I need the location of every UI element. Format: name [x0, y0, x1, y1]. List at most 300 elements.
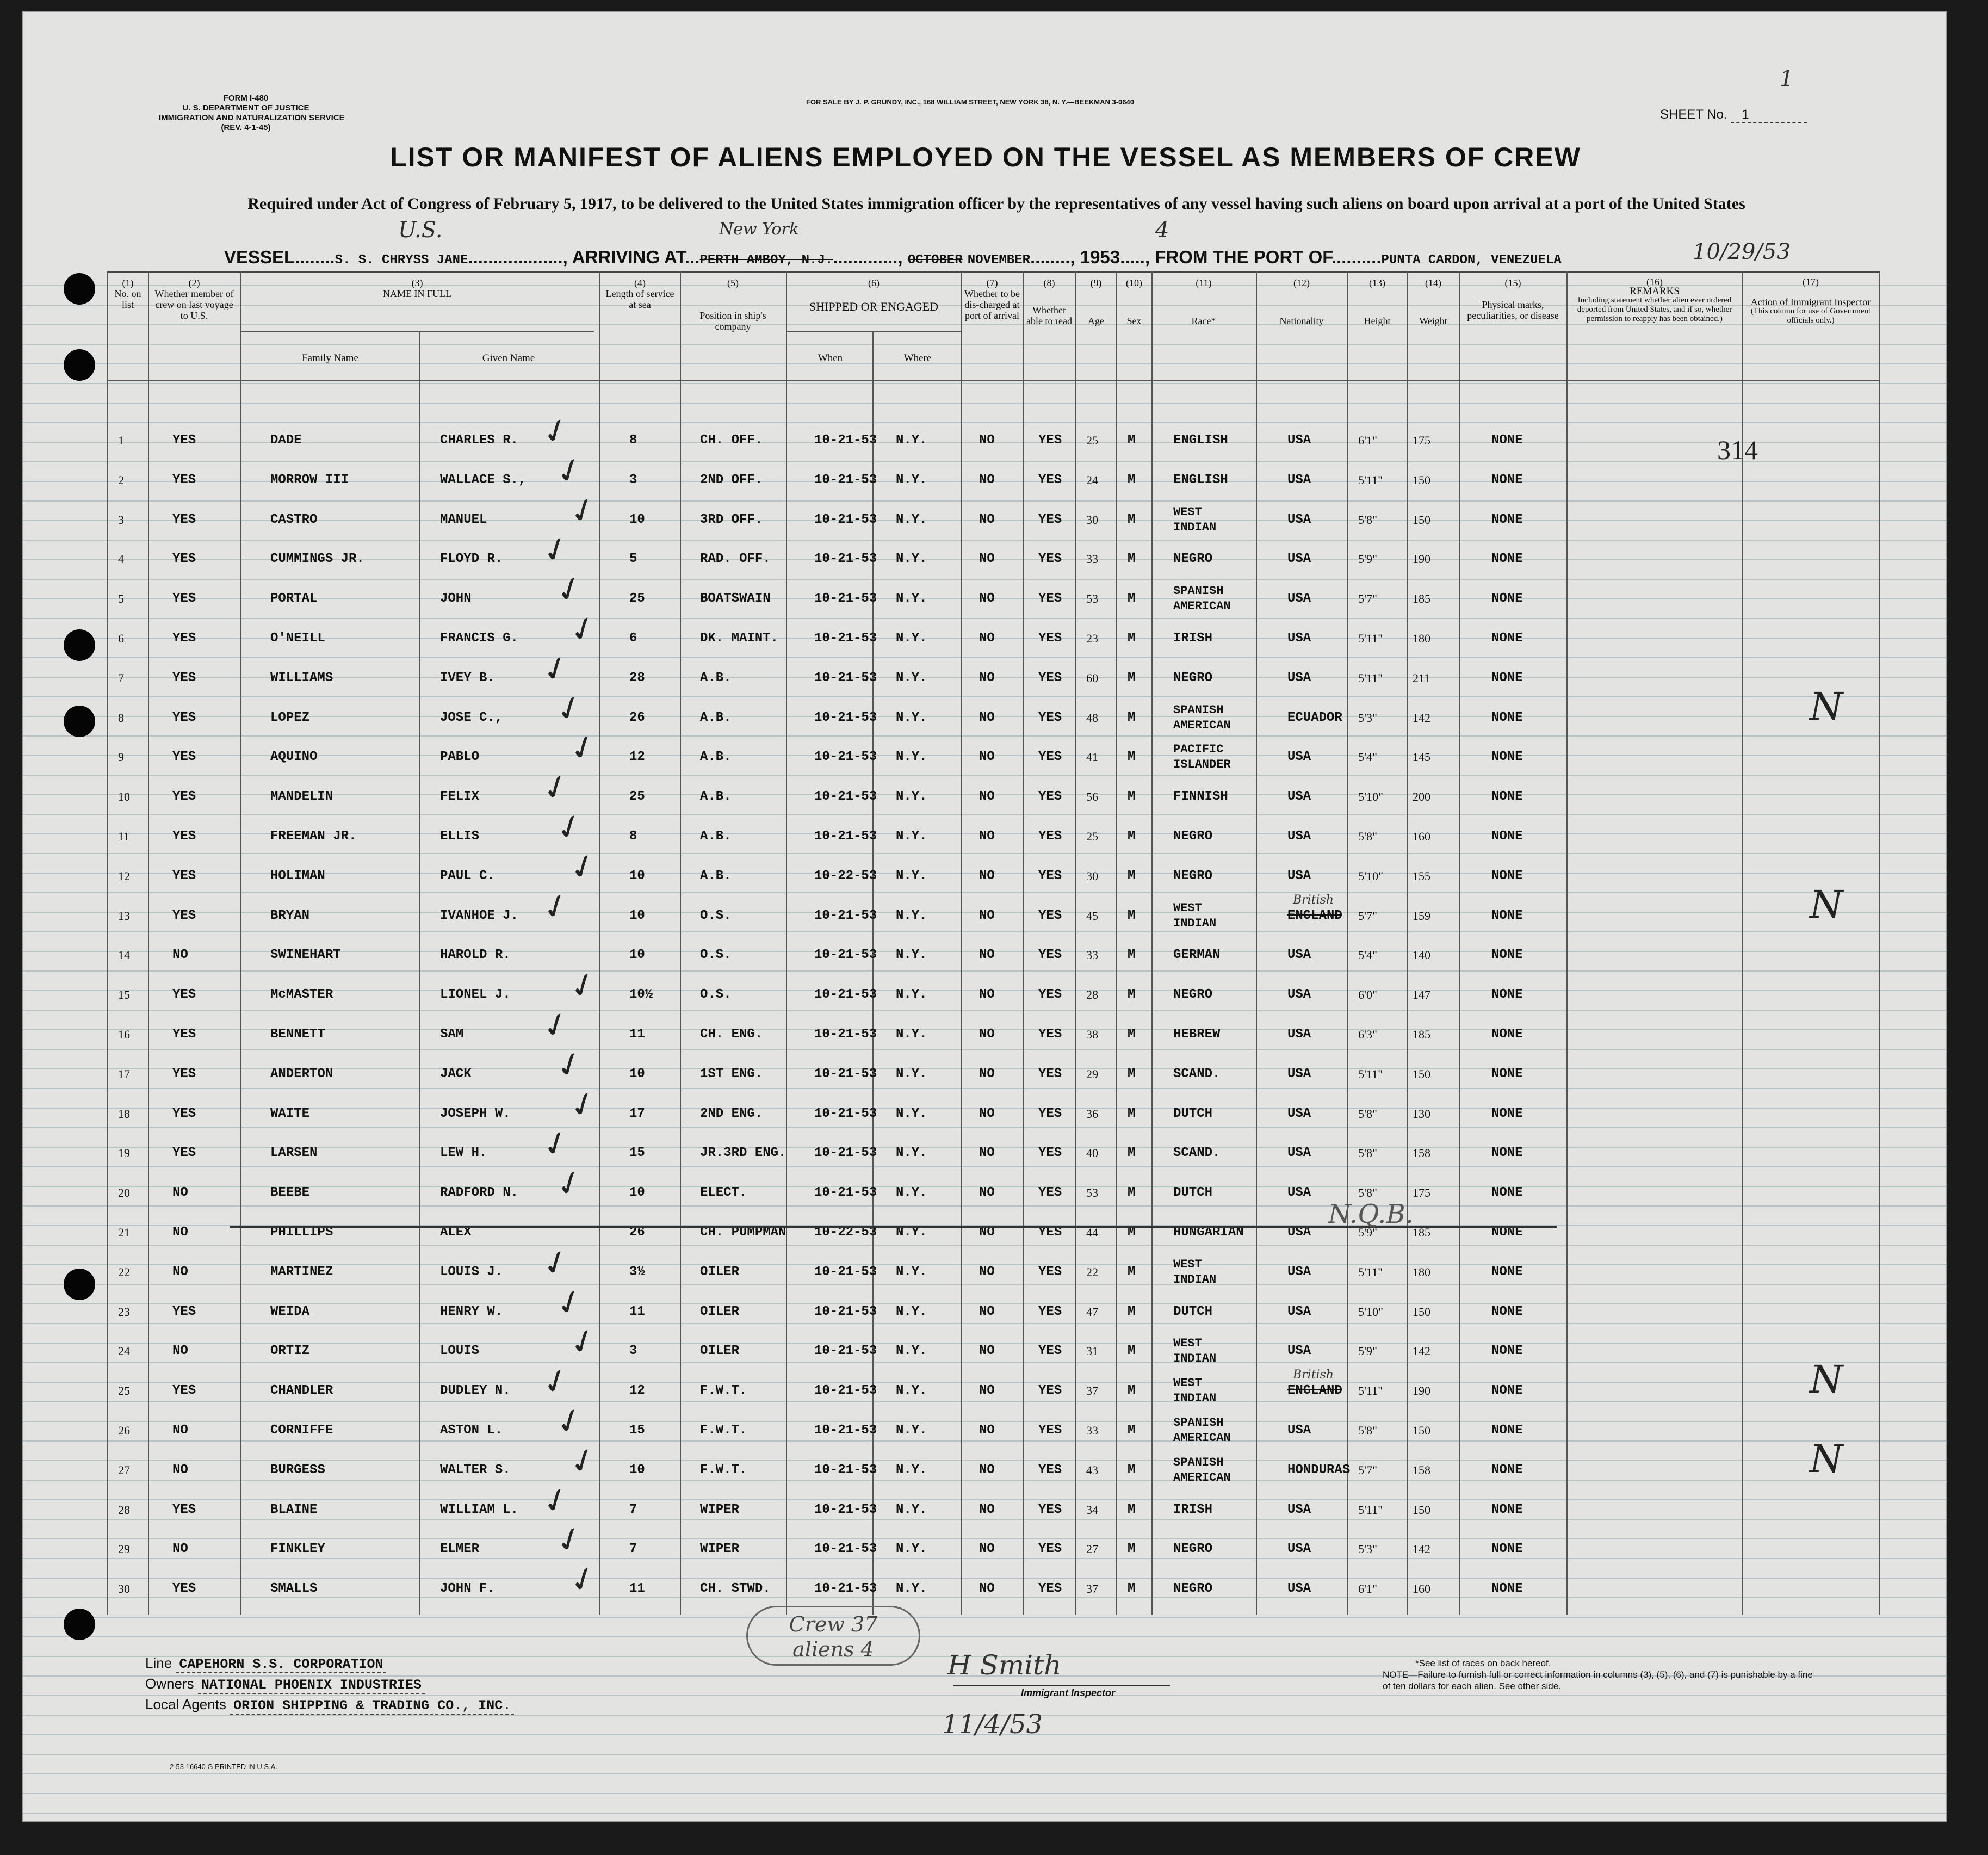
cell-prev: YES: [172, 1066, 196, 1081]
cell-read: YES: [1038, 1225, 1062, 1240]
cell-where: N.Y.: [896, 433, 927, 448]
cell-age: 60: [1086, 671, 1098, 685]
cell-family: LOPEZ: [270, 710, 310, 725]
cell-where: N.Y.: [896, 868, 927, 883]
cell-when: 10-22-53: [814, 1225, 877, 1240]
handwritten-crew-count: Crew 37 aliens 4: [746, 1606, 920, 1666]
cell-height: 5'7": [1358, 908, 1377, 923]
check-mark: ✓: [550, 1280, 589, 1326]
cell-nationality: USA: [1287, 1542, 1311, 1557]
cell-weight: 150: [1413, 473, 1430, 487]
cell-read: YES: [1038, 1106, 1062, 1121]
cell-position: 3RD OFF.: [700, 512, 763, 527]
cell-age: 33: [1086, 1424, 1098, 1437]
cell-read: YES: [1038, 1344, 1062, 1359]
table-row: [107, 765, 1880, 812]
inspector-mark: N: [1810, 1357, 1843, 1402]
cell-race: SPANISH AMERICAN: [1173, 1455, 1231, 1485]
cell-height: 5'4": [1358, 948, 1377, 962]
cell-age: 40: [1086, 1146, 1098, 1160]
cell-race: GERMAN: [1173, 948, 1221, 963]
cell-height: 5'10": [1358, 790, 1383, 804]
table-row: [107, 684, 1880, 733]
cell-marks: NONE: [1491, 1462, 1523, 1477]
cell-sex: M: [1128, 908, 1136, 923]
punch-hole: [64, 629, 95, 661]
cell-race: SPANISH AMERICAN: [1173, 1416, 1231, 1445]
cell-weight: 142: [1413, 710, 1430, 725]
cell-position: F.W.T.: [700, 1462, 747, 1477]
cell-service: 10: [629, 1462, 645, 1477]
punch-hole: [64, 706, 95, 737]
cell-race: DUTCH: [1173, 1106, 1213, 1121]
cell-family: O'NEILL: [270, 631, 325, 646]
cell-read: YES: [1038, 1185, 1062, 1201]
check-mark: ✓: [563, 1082, 603, 1128]
cell-prev: YES: [172, 1146, 196, 1161]
cell-height: 5'10": [1358, 1304, 1383, 1319]
cell-when: 10-21-53: [814, 750, 877, 765]
cell-sex: M: [1128, 1106, 1136, 1121]
cell-nationality: USA: [1287, 1066, 1311, 1081]
cell-position: BOATSWAIN: [700, 591, 771, 607]
table-row: [107, 1121, 1880, 1168]
cell-family: WAITE: [270, 1106, 310, 1121]
cell-prev: NO: [172, 1344, 188, 1359]
table-row: [107, 949, 1880, 970]
cell-race: HEBREW: [1173, 1027, 1221, 1042]
cell-race: ENGLISH: [1173, 472, 1228, 487]
cell-family: BEEBE: [270, 1185, 310, 1201]
cell-read: YES: [1038, 670, 1062, 685]
cell-position: A.B.: [700, 710, 732, 725]
cell-sex: M: [1128, 1264, 1136, 1279]
header-age: (9) Age: [1088, 277, 1104, 326]
cell-where: N.Y.: [896, 1304, 927, 1319]
cell-given: LOUIS J.: [440, 1264, 503, 1279]
cell-read: YES: [1038, 472, 1062, 487]
cell-sex: M: [1128, 1304, 1136, 1319]
header-discharged: (7) Whether to be dis-charged at port of arrival: [964, 277, 1020, 321]
cell-no: 14: [118, 948, 130, 962]
table-row: [107, 1240, 1880, 1288]
cell-when: 10-21-53: [814, 987, 877, 1003]
cell-service: 10: [629, 948, 645, 963]
cell-race: WEST INDIAN: [1173, 1257, 1217, 1287]
col-rule: [1256, 271, 1257, 1615]
inspector-label: Immigrant Inspector: [1021, 1687, 1116, 1698]
table-row: [107, 567, 1880, 614]
cell-prev: NO: [172, 1264, 188, 1279]
cell-read: YES: [1038, 1027, 1062, 1042]
cell-sex: M: [1128, 1423, 1136, 1438]
check-mark: ✓: [563, 725, 603, 771]
cell-weight: 150: [1413, 1502, 1430, 1517]
cell-weight: 185: [1413, 1226, 1430, 1239]
cell-height: 5'11": [1358, 1067, 1383, 1081]
cell-given: IVEY B.: [440, 670, 495, 685]
cell-race: WEST INDIAN: [1173, 901, 1217, 930]
table-row: [107, 409, 1880, 456]
cell-weight: 180: [1413, 632, 1430, 645]
cell-read: YES: [1038, 1066, 1062, 1081]
cell-marks: NONE: [1491, 1542, 1523, 1557]
cell-discharged: NO: [979, 710, 995, 725]
cell-nationality: ECUADOR: [1287, 710, 1342, 725]
cell-age: 31: [1086, 1344, 1098, 1358]
cell-read: YES: [1038, 1542, 1062, 1557]
header-when: When: [818, 353, 843, 364]
cell-position: O.S.: [700, 948, 732, 963]
cell-given: JACK: [440, 1066, 472, 1081]
cell-weight: 147: [1413, 988, 1430, 1002]
owners-field: Owners NATIONAL PHOENIX INDUSTRIES: [145, 1675, 425, 1693]
cell-discharged: NO: [979, 433, 995, 448]
cell-marks: NONE: [1491, 1344, 1523, 1359]
header-no: (1) No. on list: [114, 277, 141, 310]
cell-position: WIPER: [700, 1542, 740, 1557]
cell-given: FLOYD R.: [440, 552, 503, 567]
cell-given: LIONEL J.: [440, 987, 511, 1003]
cell-age: 38: [1086, 1028, 1098, 1041]
cell-service: 10: [629, 512, 645, 527]
cell-no: 7: [118, 671, 124, 685]
col-rule: [148, 271, 149, 1615]
cell-marks: NONE: [1491, 1106, 1523, 1121]
inspector-mark: N: [1810, 1436, 1843, 1481]
cell-when: 10-21-53: [814, 829, 877, 844]
header-remarks: (16) REMARKS Including statement whether alien ever ordered deported from United States, and if so, whether permission to reapply has been obtained.): [1577, 276, 1732, 323]
cell-discharged: NO: [979, 1066, 995, 1081]
cell-where: N.Y.: [896, 552, 927, 567]
cell-marks: NONE: [1491, 1185, 1523, 1201]
check-mark: ✓: [550, 1399, 589, 1444]
cell-family: LARSEN: [270, 1146, 318, 1161]
cell-where: N.Y.: [896, 829, 927, 844]
cell-family: FREEMAN JR.: [270, 829, 357, 844]
cell-height: 5'9": [1358, 1226, 1377, 1239]
header-height: (13) Height: [1364, 277, 1391, 326]
cell-nationality: HONDURAS: [1287, 1462, 1351, 1477]
check-mark: ✓: [536, 765, 575, 811]
cell-family: McMASTER: [270, 987, 333, 1003]
col-rule: [1566, 271, 1568, 1615]
cell-when: 10-21-53: [814, 1146, 877, 1161]
col-rule: [1023, 271, 1024, 1615]
cell-family: PORTAL: [270, 591, 318, 607]
cell-read: YES: [1038, 1462, 1062, 1477]
cell-when: 10-21-53: [814, 1106, 877, 1121]
cell-where: N.Y.: [896, 948, 927, 963]
check-mark: ✓: [536, 1121, 575, 1167]
cell-family: SWINEHART: [270, 948, 341, 963]
cell-service: 6: [629, 631, 637, 646]
cell-weight: 185: [1413, 1028, 1430, 1041]
cell-discharged: NO: [979, 908, 995, 923]
cell-position: RAD. OFF.: [700, 552, 771, 567]
cell-no: 4: [118, 552, 124, 566]
cell-family: SMALLS: [270, 1581, 318, 1597]
cell-given: DUDLEY N.: [440, 1383, 511, 1399]
cell-sex: M: [1128, 552, 1136, 567]
cell-age: 24: [1086, 473, 1098, 487]
cell-sex: M: [1128, 512, 1136, 527]
header-position: (5) Position in ship's company: [699, 277, 766, 332]
cell-height: 5'10": [1358, 869, 1383, 883]
cell-weight: 190: [1413, 552, 1430, 566]
cell-age: 41: [1086, 750, 1098, 764]
cell-no: 17: [118, 1067, 130, 1081]
cell-where: N.Y.: [896, 1264, 927, 1279]
cell-marks: NONE: [1491, 1264, 1523, 1279]
cell-nationality: USA: [1287, 1027, 1311, 1042]
table-top-rule: [107, 271, 1880, 273]
cell-service: 15: [629, 1146, 645, 1161]
cell-weight: 150: [1413, 1067, 1430, 1081]
cell-race: WEST INDIAN: [1173, 1337, 1217, 1366]
cell-when: 10-21-53: [814, 1423, 877, 1438]
cell-nationality: USA: [1287, 1225, 1311, 1240]
cell-height: 6'1": [1358, 434, 1377, 447]
cell-height: 5'4": [1358, 750, 1377, 764]
col-rule: [961, 271, 962, 1615]
cell-nationality: USA: [1287, 1581, 1311, 1597]
col-rule: [1075, 271, 1076, 1615]
cell-service: 8: [629, 829, 637, 844]
cell-discharged: NO: [979, 829, 995, 844]
cell-position: 2ND OFF.: [700, 472, 763, 487]
cell-given: WALLACE S.,: [440, 472, 527, 487]
cell-given: FRANCIS G.: [440, 631, 519, 646]
cell-marks: NONE: [1491, 1383, 1523, 1399]
cell-sex: M: [1128, 591, 1136, 607]
cell-height: 5'8": [1358, 1186, 1377, 1200]
handwritten-sheet-number: 1: [1780, 66, 1794, 91]
cell-discharged: NO: [979, 670, 995, 685]
cell-nationality: USA: [1287, 552, 1311, 567]
cell-weight: 200: [1413, 790, 1430, 804]
cell-family: MARTINEZ: [270, 1264, 333, 1279]
cell-nationality: USA: [1287, 868, 1311, 883]
cell-height: 5'11": [1358, 473, 1383, 487]
cell-read: YES: [1038, 868, 1062, 883]
cell-family: MANDELIN: [270, 789, 333, 805]
cell-read: YES: [1038, 789, 1062, 805]
cell-where: N.Y.: [896, 1185, 927, 1201]
cell-sex: M: [1128, 868, 1136, 883]
cell-service: 11: [629, 1304, 645, 1319]
cell-service: 25: [629, 591, 645, 607]
table-row: [107, 1319, 1880, 1366]
table-header-rule: [107, 380, 1880, 381]
cell-height: 5'3": [1358, 1542, 1377, 1556]
cell-where: N.Y.: [896, 1423, 927, 1438]
cell-sex: M: [1128, 1066, 1136, 1081]
cell-age: 48: [1086, 710, 1098, 725]
cell-read: YES: [1038, 1423, 1062, 1438]
cell-where: N.Y.: [896, 1146, 927, 1161]
cell-height: 6'0": [1358, 988, 1377, 1002]
check-mark: ✓: [536, 1003, 575, 1048]
cell-discharged: NO: [979, 948, 995, 963]
cell-service: 15: [629, 1423, 645, 1438]
cell-marks: NONE: [1491, 1066, 1523, 1081]
cell-no: 1: [118, 434, 124, 447]
cell-sex: M: [1128, 789, 1136, 805]
cell-weight: 211: [1413, 671, 1430, 685]
cell-when: 10-21-53: [814, 1027, 877, 1042]
cell-family: ORTIZ: [270, 1344, 310, 1359]
cell-marks: NONE: [1491, 789, 1523, 805]
cell-weight: 140: [1413, 948, 1430, 962]
cell-service: 12: [629, 750, 645, 765]
cell-given: MANUEL: [440, 512, 487, 527]
cell-service: 17: [629, 1106, 645, 1121]
cell-marks: NONE: [1491, 433, 1523, 448]
cell-given: SAM: [440, 1027, 464, 1042]
handwritten-port: New York: [719, 220, 799, 239]
cell-read: YES: [1038, 512, 1062, 527]
cell-no: 22: [118, 1265, 130, 1279]
cell-read: YES: [1038, 631, 1062, 646]
cell-weight: 175: [1413, 1186, 1430, 1200]
cell-nationality: USA: [1287, 631, 1311, 646]
cell-no: 9: [118, 750, 124, 764]
cell-position: F.W.T.: [700, 1383, 747, 1399]
cell-race: NEGRO: [1173, 670, 1213, 685]
check-mark: ✓: [550, 567, 589, 613]
cell-position: A.B.: [700, 829, 732, 844]
table-row: [107, 1399, 1880, 1446]
col-rule: [786, 271, 787, 1615]
cell-read: YES: [1038, 829, 1062, 844]
cell-given: JOHN: [440, 591, 472, 607]
cell-weight: 142: [1413, 1542, 1430, 1556]
cell-position: 1ST ENG.: [700, 1066, 763, 1081]
cell-no: 16: [118, 1028, 130, 1041]
cell-marks: NONE: [1491, 908, 1523, 923]
punch-hole: [64, 349, 95, 381]
cell-given: WILLIAM L.: [440, 1502, 519, 1517]
cell-nationality: USA: [1287, 1423, 1311, 1438]
cell-given: ASTON L.: [440, 1423, 503, 1438]
cell-position: OILER: [700, 1344, 740, 1359]
cell-prev: NO: [172, 1225, 188, 1240]
cell-no: 30: [118, 1582, 130, 1596]
cell-race: NEGRO: [1173, 987, 1213, 1003]
cell-prev: YES: [172, 1383, 196, 1399]
cell-race: PACIFIC ISLANDER: [1173, 743, 1231, 772]
cell-no: 3: [118, 512, 124, 527]
cell-when: 10-21-53: [814, 1304, 877, 1319]
cell-no: 19: [118, 1146, 130, 1160]
cell-when: 10-21-53: [814, 1066, 877, 1081]
cell-weight: 130: [1413, 1106, 1430, 1121]
cell-when: 10-21-53: [814, 1502, 877, 1517]
cell-read: YES: [1038, 552, 1062, 567]
cell-prev: NO: [172, 948, 188, 963]
cell-sex: M: [1128, 829, 1136, 844]
cell-family: MORROW III: [270, 472, 349, 487]
check-mark: ✓: [536, 884, 575, 930]
check-mark: ✓: [536, 409, 575, 454]
cell-discharged: NO: [979, 1185, 995, 1201]
cell-marks: NONE: [1491, 710, 1523, 725]
punch-hole: [64, 1269, 95, 1300]
cell-prev: YES: [172, 591, 196, 607]
cell-race: FINNISH: [1173, 789, 1228, 805]
cell-discharged: NO: [979, 1027, 995, 1042]
cell-nationality: ENGLAND: [1287, 908, 1342, 923]
cell-where: N.Y.: [896, 987, 927, 1003]
form-identifier: FORM I-480 U. S. DEPARTMENT OF JUSTICE IMMIGRATION AND NATURALIZATION SERVICE (REV. 4-1-45): [159, 94, 345, 132]
cell-age: 25: [1086, 434, 1098, 447]
cell-no: 28: [118, 1502, 130, 1517]
cell-service: 26: [629, 710, 645, 725]
line-field: Line CAPEHORN S.S. CORPORATION: [145, 1655, 386, 1672]
vessel-line: VESSEL........S. S. CHRYSS JANE..................., ARRIVING AT...PERTH AMBOY, N.J.............., OCTOBER NOVEMBER........, 1953....., FROM THE PORT OF..........PUNTA CARDON, VENEZUELA: [224, 247, 1562, 268]
arrival-month-struck: OCTOBER: [907, 253, 963, 268]
cell-no: 25: [118, 1384, 130, 1398]
check-mark: ✓: [550, 805, 589, 850]
cell-marks: NONE: [1491, 1304, 1523, 1319]
cell-marks: NONE: [1491, 591, 1523, 607]
cell-service: 5: [629, 552, 637, 567]
printer-line: FOR SALE BY J. P. GRUNDY, INC., 168 WILLIAM STREET, NEW YORK 38, N. Y.—BEEKMAN 3-0640: [806, 98, 1134, 106]
cell-weight: 190: [1413, 1384, 1430, 1398]
col-rule: [1407, 271, 1408, 1615]
cell-marks: NONE: [1491, 631, 1523, 646]
cell-where: N.Y.: [896, 1542, 927, 1557]
cell-race: SCAND.: [1173, 1066, 1221, 1081]
cell-nationality: USA: [1287, 472, 1311, 487]
cell-service: 11: [629, 1027, 645, 1042]
cell-marks: NONE: [1491, 1027, 1523, 1042]
cell-age: 30: [1086, 869, 1098, 883]
cell-position: ELECT.: [700, 1185, 747, 1201]
cell-age: 45: [1086, 908, 1098, 923]
sheet-number: SHEET No. 1: [1660, 107, 1807, 123]
cell-given: ELLIS: [440, 829, 480, 844]
from-port: PUNTA CARDON, VENEZUELA: [1381, 253, 1562, 268]
cell-sex: M: [1128, 1146, 1136, 1161]
cell-prev: YES: [172, 433, 196, 448]
cell-when: 10-21-53: [814, 1344, 877, 1359]
cell-height: 5'9": [1358, 552, 1377, 566]
cell-when: 10-21-53: [814, 1383, 877, 1399]
cell-prev: NO: [172, 1542, 188, 1557]
cell-discharged: NO: [979, 987, 995, 1003]
inspector-mark: N: [1810, 882, 1843, 927]
table-row: [107, 805, 1880, 852]
check-mark: ✓: [563, 844, 603, 890]
cell-sex: M: [1128, 631, 1136, 646]
cell-weight: 155: [1413, 869, 1430, 883]
cell-position: DK. MAINT.: [700, 631, 779, 646]
cell-no: 27: [118, 1463, 130, 1477]
cell-prev: YES: [172, 868, 196, 883]
cell-discharged: NO: [979, 552, 995, 567]
handwritten-vessel-prefix: U.S.: [398, 218, 443, 243]
cell-position: CH. ENG.: [700, 1027, 763, 1042]
cell-no: 15: [118, 988, 130, 1002]
col-rule: [240, 271, 241, 1615]
cell-sex: M: [1128, 670, 1136, 685]
cell-weight: 158: [1413, 1463, 1430, 1477]
cell-where: N.Y.: [896, 710, 927, 725]
cell-family: CORNIFFE: [270, 1423, 333, 1438]
cell-nationality: USA: [1287, 591, 1311, 607]
